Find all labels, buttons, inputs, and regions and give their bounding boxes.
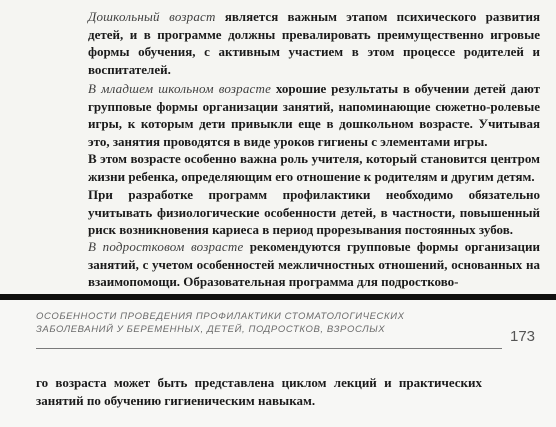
paragraph-adolescent xyxy=(88,238,540,291)
paragraph-lead: В подростковом возрасте xyxy=(88,239,244,254)
paragraph-preschool xyxy=(88,8,540,78)
running-head-rule xyxy=(36,348,502,349)
page-divider xyxy=(0,294,556,300)
paragraph-text: рекомендуются групповые формы организации занятий, с учетом особенностей межличностных отношений, основанных на взаимопомощи. Образовательная программа для подростково- xyxy=(88,239,540,289)
running-head-line-1: ОСОБЕННОСТИ ПРОВЕДЕНИЯ ПРОФИЛАКТИКИ СТОМАТОЛОГИЧЕСКИХ xyxy=(36,311,405,322)
paragraph-junior-school xyxy=(88,80,540,150)
paragraph-physiology: При разработке программ профилактики необходимо обязательно учитывать физиологические особенности детей, в частности, повышенный риск возникновения кариеса в период прорезывания постоянных зубов. xyxy=(88,187,540,237)
paragraph-text: хорошие результаты в обучении детей дают групповые формы организации занятий, напоминающие сюжетно-ролевые игры, к которым дети привыкли еще в дошкольном возрасте. Учитывая это, занятия проводятся в виде уроков гигиены с элементами игры. xyxy=(88,81,540,149)
running-head xyxy=(36,310,496,336)
paragraph-lead: В младшем школьном возрасте xyxy=(88,81,272,96)
paragraph-teacher-role: В этом возрасте особенно важна роль учителя, который становится центром жизни ребенка, определяющим его отношение к родителям и другим детям. xyxy=(88,151,540,184)
page-number: 173 xyxy=(510,328,536,345)
paragraph-text: является важным этапом психического развития детей, и в программе должны превалировать преимущественно игровые формы обучения, с активным участием в этом процессе родителей и воспитателей. xyxy=(88,9,540,77)
running-head-line-2: ЗАБОЛЕВАНИЙ У БЕРЕМЕННЫХ, ДЕТЕЙ, ПОДРОСТКОВ, ВЗРОСЛЫХ xyxy=(36,324,386,335)
continuation-paragraph: го возраста может быть представлена циклом лекций и практических занятий по обучению гигиеническим навыкам. xyxy=(36,375,482,408)
paragraph-lead: Дошкольный возраст xyxy=(88,9,216,24)
